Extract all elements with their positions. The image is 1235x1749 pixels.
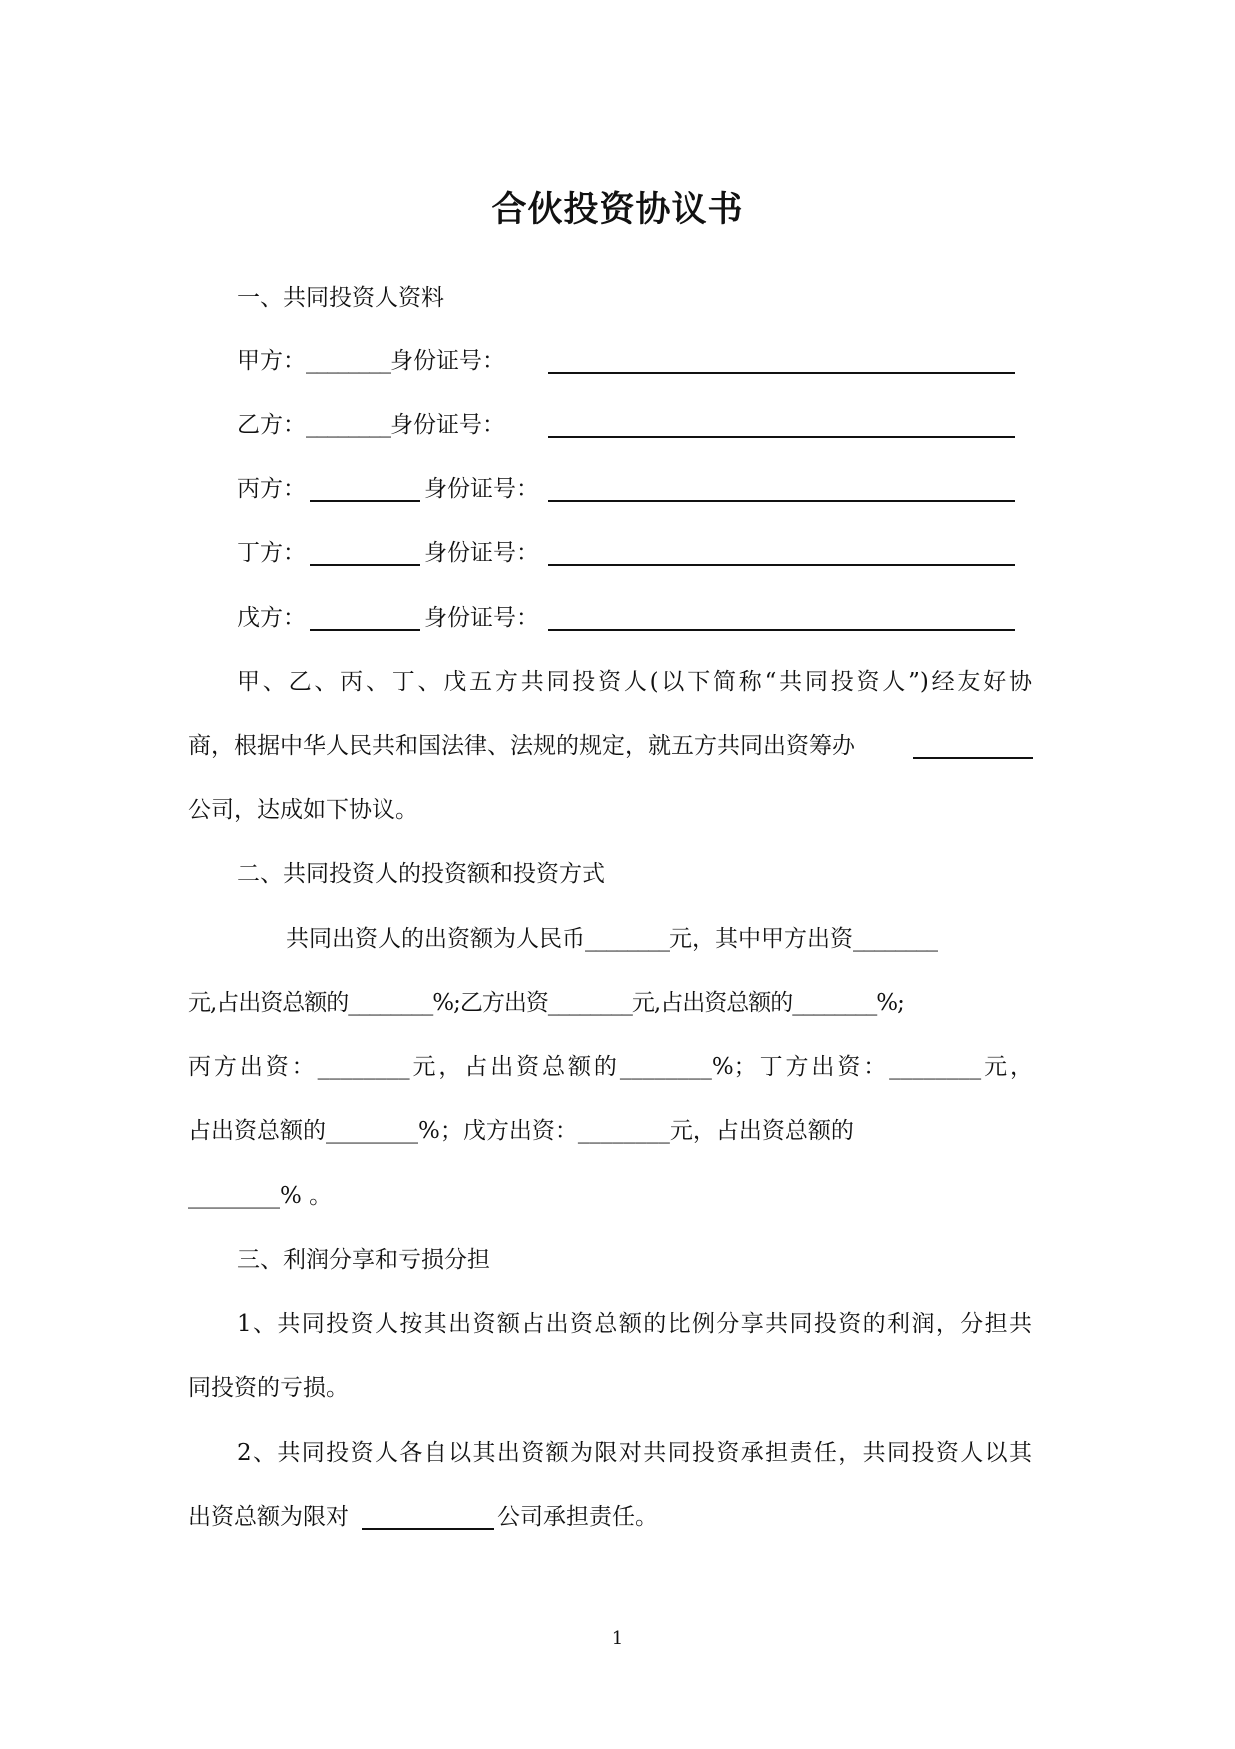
investment-paragraph-line: [286, 924, 937, 954]
party-name-blank: ________: [306, 412, 390, 438]
party-id-label: 身份证号：: [390, 348, 505, 374]
intro-paragraph-line: 公司，达成如下协议。: [188, 797, 418, 823]
investment-paragraph-line: 占出资总额的________%；戊方出资：________元，占出资总额的: [188, 1118, 854, 1144]
party-row-jia: [237, 346, 505, 376]
party-name-blank: [310, 542, 420, 566]
party-name-blank: ________: [306, 348, 390, 374]
party-row-ding: [237, 538, 306, 568]
party-label: 乙方：: [237, 412, 306, 438]
party-label: 丁方：: [237, 540, 306, 566]
section-heading-2: 二、共同投资人的投资额和投资方式: [237, 861, 605, 887]
page-number: 1: [611, 1628, 624, 1649]
clause-line: 2、共同投资人各自以其出资额为限对共同投资承担责任，共同投资人以其: [237, 1440, 1032, 1466]
party-id-label: 身份证号：: [424, 605, 539, 631]
party-label: 戊方：: [237, 605, 306, 631]
clause-line: 同投资的亏损。: [188, 1375, 349, 1401]
company-name-blank: [362, 1506, 494, 1530]
investment-paragraph-line: 元,占出资总额的________%;乙方出资________元,占出资总额的________%;: [188, 990, 904, 1016]
company-name-blank: [913, 735, 1033, 759]
party-row-bing: [237, 474, 306, 504]
party-label: 甲方：: [237, 348, 306, 374]
party-name-blank: [310, 607, 420, 631]
intro-paragraph-line: 甲、乙、丙、丁、戊五方共同投资人(以下简称“共同投资人”)经友好协: [237, 669, 1032, 695]
party-id-blank: [548, 414, 1015, 438]
party-name-blank: [310, 478, 420, 502]
party-id-label: 身份证号：: [424, 540, 539, 566]
party-id-label: 身份证号：: [390, 412, 505, 438]
investment-text: 元，其中甲方出资: [669, 926, 853, 952]
party-id-label: 身份证号：: [424, 476, 539, 502]
clause-line: 出资总额为限对: [188, 1504, 349, 1530]
clause-line: 公司承担责任。: [497, 1504, 658, 1530]
party-id-blank: [548, 607, 1015, 631]
party-id-blank: [548, 350, 1015, 374]
clause-line: 1、共同投资人按其出资额占出资总额的比例分享共同投资的利润，分担共: [237, 1311, 1032, 1337]
party-row-yi: [237, 410, 505, 440]
party-row-wu: [237, 603, 306, 633]
party-label: 丙方：: [237, 476, 306, 502]
amount-blank: ________: [585, 926, 669, 952]
amount-blank: ________: [853, 926, 937, 952]
investment-text: 共同出资人的出资额为人民币: [286, 926, 585, 952]
investment-paragraph-line: 丙方出资：________元，占出资总额的________%；丁方出资：________元，: [188, 1054, 1033, 1080]
party-id-blank: [548, 478, 1015, 502]
document-title: 合伙投资协议书: [491, 189, 744, 230]
section-heading-3: 三、利润分享和亏损分担: [237, 1247, 490, 1273]
investment-paragraph-line: ________% 。: [188, 1183, 333, 1209]
party-id-blank: [548, 542, 1015, 566]
intro-paragraph-line: 商，根据中华人民共和国法律、法规的规定，就五方共同出资筹办: [188, 733, 855, 759]
section-heading-1: 一、共同投资人资料: [237, 285, 444, 311]
